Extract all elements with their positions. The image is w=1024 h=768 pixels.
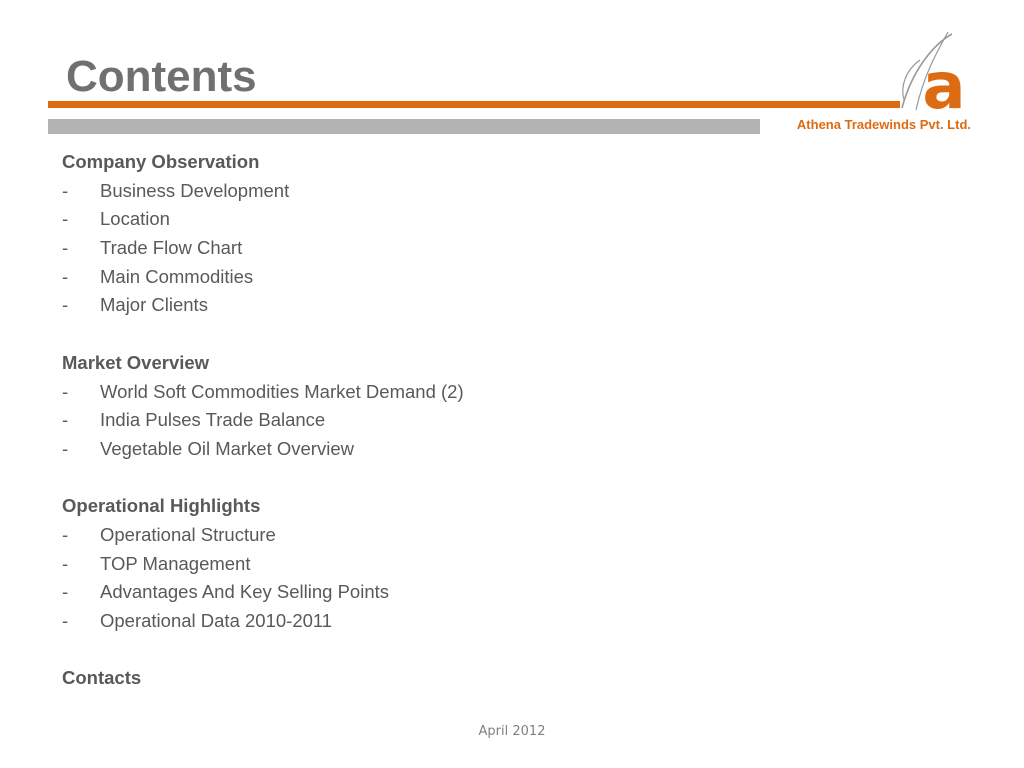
list-item bbox=[62, 607, 762, 636]
section-heading: Company Observation bbox=[62, 151, 260, 172]
list-item bbox=[62, 406, 762, 435]
section-spacer bbox=[62, 320, 762, 349]
bullet-dash: - bbox=[62, 409, 69, 431]
bullet-dash: - bbox=[62, 380, 69, 402]
footer-date: April 2012 bbox=[478, 724, 546, 739]
bullet-dash: - bbox=[62, 523, 69, 545]
list-item bbox=[62, 378, 762, 407]
bullet-dash: - bbox=[62, 179, 69, 201]
list-item-label: Operational Data 2010-2011 bbox=[100, 610, 333, 631]
gray-divider bbox=[48, 119, 760, 134]
list-item bbox=[62, 263, 762, 292]
list-item bbox=[62, 234, 762, 263]
list-item bbox=[62, 550, 762, 579]
logo-letter: a bbox=[922, 50, 966, 114]
list-item-label: Vegetable Oil Market Overview bbox=[100, 437, 354, 459]
section-heading: Market Overview bbox=[62, 351, 210, 373]
list-item-label: India Pulses Trade Balance bbox=[100, 409, 326, 431]
page-title: Contents bbox=[66, 52, 257, 101]
list-item-label: World Soft Commodities Market Demand (2) bbox=[100, 380, 464, 402]
bullet-dash: - bbox=[62, 552, 69, 574]
list-item bbox=[62, 205, 762, 234]
bullet-dash: - bbox=[62, 265, 69, 287]
section-heading: Operational Highlights bbox=[62, 495, 261, 517]
section-heading: Contacts bbox=[62, 667, 142, 689]
list-item-label: Main Commodities bbox=[100, 265, 254, 287]
bullet-dash: - bbox=[62, 581, 69, 603]
section-spacer bbox=[62, 464, 762, 493]
section-spacer bbox=[62, 636, 762, 665]
orange-divider bbox=[48, 101, 900, 108]
bullet-dash: - bbox=[62, 208, 69, 230]
list-item bbox=[62, 521, 762, 550]
list-item bbox=[62, 291, 762, 320]
bullet-dash: - bbox=[62, 610, 69, 631]
list-item bbox=[62, 177, 762, 206]
bullet-dash: - bbox=[62, 237, 69, 259]
athena-a-logo-icon bbox=[894, 30, 974, 114]
bullet-dash: - bbox=[62, 437, 69, 459]
list-item-label: Location bbox=[100, 208, 170, 230]
list-item-label: Trade Flow Chart bbox=[100, 237, 243, 259]
contents-list bbox=[62, 148, 762, 693]
list-item bbox=[62, 435, 762, 464]
list-item-label: Operational Structure bbox=[100, 523, 276, 545]
company-name: Athena Tradewinds Pvt. Ltd. bbox=[796, 117, 971, 132]
list-item-label: Advantages And Key Selling Points bbox=[100, 581, 389, 603]
list-item-label: Business Development bbox=[100, 179, 290, 201]
bullet-dash: - bbox=[62, 294, 69, 316]
list-item-label: TOP Management bbox=[100, 552, 251, 574]
list-item-label: Major Clients bbox=[100, 294, 208, 316]
list-item bbox=[62, 578, 762, 607]
